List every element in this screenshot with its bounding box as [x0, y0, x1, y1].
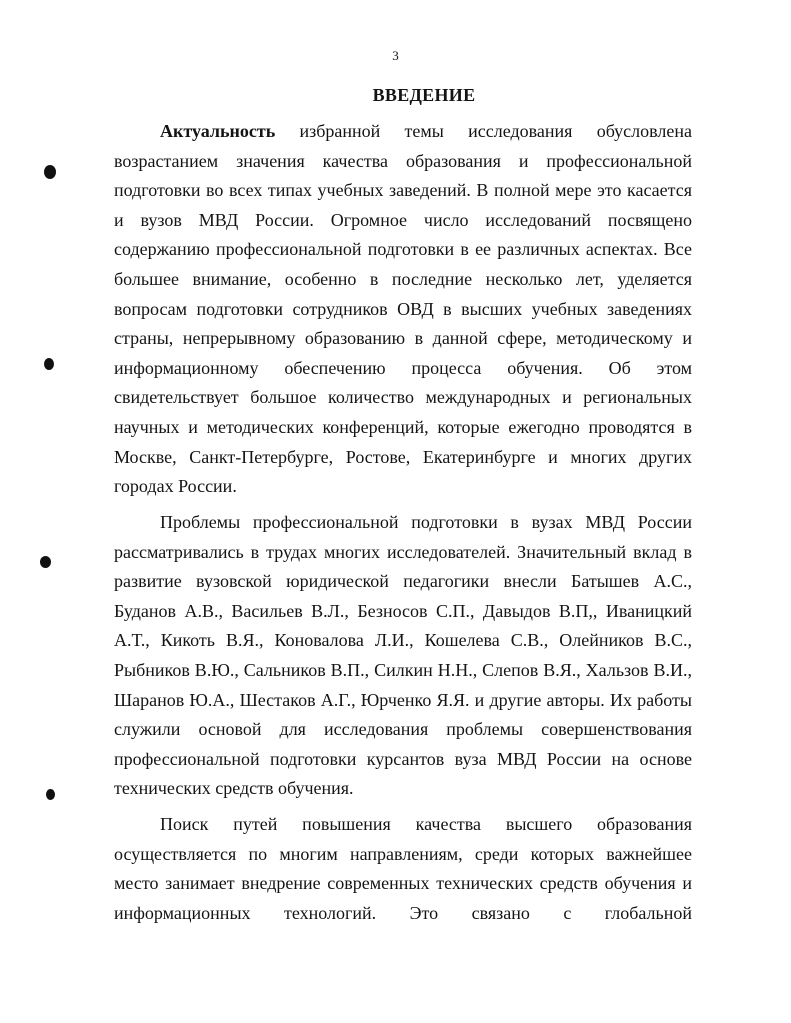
- page-title: ВВЕДЕНИЕ: [372, 85, 476, 105]
- paragraph-relevance: [114, 117, 692, 502]
- page-number: 3: [392, 48, 399, 63]
- paragraph-research-problems: Проблемы профессиональной подготовки в вузах МВД России рассматривались в трудах многих исследователей. Значительный вклад в развитие вузовской юридической педагогики внесли Батышев А.С., Буданов А.В., Васильев В.Л., Безносов С.П., Давыдов В.П,, Иваницкий А.Т., Кикоть В.Я., Коновалова Л.И., Кошелева С.В., Олейников В.С., Рыбников В.Ю., Сальников В.П., Силкин Н.Н., Слепов В.Я., Хальзов В.И., Шаранов Ю.А., Шестаков А.Г., Юрченко Я.Я. и другие авторы. Их работы служили основой для исследования проблемы совершенствования профессиональной подготовки курсантов вуза МВД России на основе технических средств обучения.: [114, 512, 692, 799]
- paragraph-quality-search: Поиск путей повышения качества высшего образования осуществляется по многим направлениям, среди которых важнейшее место занимает внедрение современных технических средств обучения и информационных технологий. Это связано с глобальной: [114, 814, 692, 923]
- binding-hole-mark: [44, 165, 56, 179]
- binding-hole-mark: [40, 556, 51, 568]
- binding-hole-mark: [44, 358, 54, 370]
- paragraph-body: избранной темы исследования обусловлена возрастанием значения качества образования и профессиональной подготовки во всех типах учебных заведений. В полной мере это касается и вузов МВД России. Огромное число исследований посвящено содержанию профессиональной подготовки в ее различных аспектах. Все большее внимание, особенно в последние несколько лет, уделяется вопросам подготовки сотрудников ОВД в высших учебных заведениях страны, непрерывному образованию в данной сфере, методическому и информационному обеспечению процесса обучения. Об этом свидетельствует большое количество международных и региональных научных и методических конференций, которые ежегодно проводятся в Москве, Санкт-Петербурге, Ростове, Екатеринбурге и многих других городах России.: [114, 121, 692, 497]
- paragraph-lead-term: Актуальность: [160, 121, 276, 141]
- binding-hole-mark: [46, 789, 55, 800]
